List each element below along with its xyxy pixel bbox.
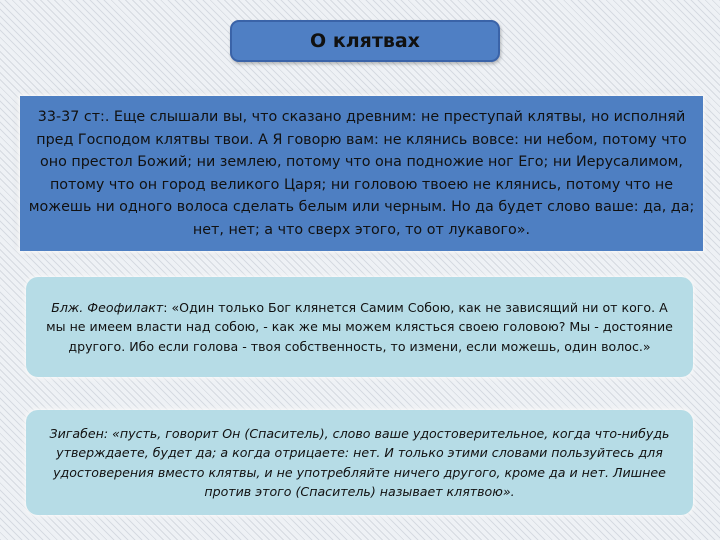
- quote-author: Блж. Феофилакт: [51, 299, 164, 315]
- zigaben-quote-box: [26, 410, 693, 515]
- slide-title: О клятвах: [230, 20, 500, 62]
- quote-text: : «Один только Бог клянется Самим Собою, как не зависящий ни от кого. А мы не имеем власти над собою, - как же мы можем клясться своею головою? Мы - достояние другого. Ибо если голова - твоя собственность, то измени, если можешь, один волос.»: [46, 299, 673, 354]
- zigaben-quote: Зигабен: «пусть, говорит Он (Спаситель), слово ваше удостоверительное, когда что-нибудь утверждаете, будет да; а когда отрицаете: нет. И только этими словами пользуйтесь для удостоверения вместо клятвы, и не употребляйте ничего другого, кроме да и нет. Лишнее против этого (Спаситель) называет клятвою».: [49, 425, 670, 499]
- theophylact-quote: [40, 298, 679, 357]
- theophylact-quote-box: [26, 277, 693, 377]
- scripture-text-box: [20, 96, 703, 251]
- scripture-text: 33-37 ст:. Еще слышали вы, что сказано древним: не преступай клятвы, но исполняй пред Господом клятвы твои. А Я говорю вам: не клянись вовсе: ни небом, потому что оно престол Божий; ни землею, потому что она подножие ног Его; ни Иерусалимом, потому что он город великого Царя; ни головою твоею не клянись, потому что не можешь ни одного волоса сделать белым или черным. Но да будет слово ваше: да, да; нет, нет; а что сверх этого, то от лукавого».: [28, 109, 695, 238]
